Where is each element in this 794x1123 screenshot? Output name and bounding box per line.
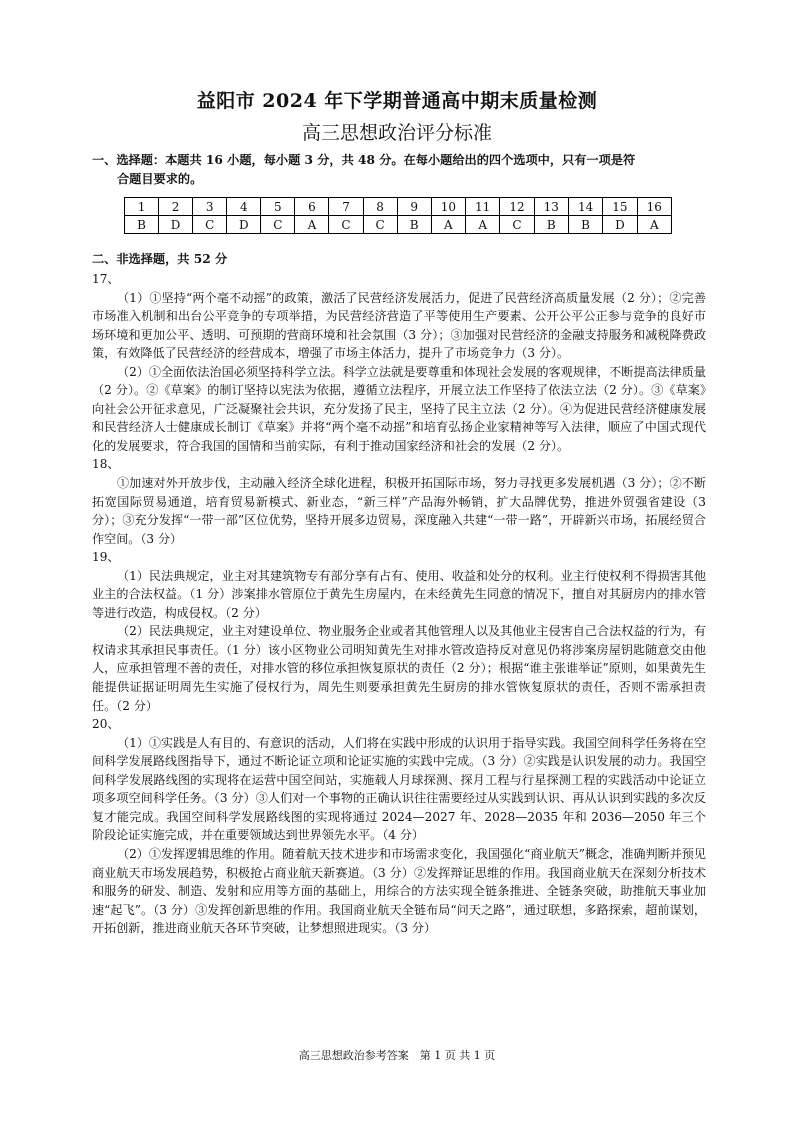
answer-cell: D <box>159 216 193 234</box>
question-number-cell: 10 <box>431 198 465 216</box>
section2-heading: 二、非选择题，共 52 分 <box>92 252 228 266</box>
q19-part2: （2）民法典规定，业主对建设单位、物业服务企业或者其他管理人以及其他业主侵害自己合法权益的行为，有权请求其承担民事责任。（1 分）该小区物业公司明知黄先生对排水管改造持反对意见仍将涉案房屋钥匙随意交由他人，应承担管理不善的责任，对排水管的移位承担恢复原状的责任（2 分）；根据“谁主张谁举证”原则，如果黄先生能提供证据证明周先生实施了侵权行为，周先生则要承担黄先生厨房的排水管恢复原状的责任，否则不需承担责任。（2 分） <box>92 624 706 713</box>
question-number-cell: 14 <box>568 198 602 216</box>
question-number-cell: 11 <box>466 198 500 216</box>
answer-table-number-row <box>125 198 672 216</box>
answer-cell: A <box>637 216 671 234</box>
answer-cell: D <box>603 216 637 234</box>
answer-cell: C <box>261 216 295 234</box>
question-number-cell: 15 <box>603 198 637 216</box>
answer-table-answer-row <box>125 216 672 234</box>
answer-table <box>124 197 672 234</box>
answer-cell: B <box>125 216 159 234</box>
question-number-cell: 16 <box>637 198 671 216</box>
answer-cell: A <box>466 216 500 234</box>
q19-part1: （1）民法典规定，业主对其建筑物专有部分享有占有、使用、收益和处分的权利。业主行使权利不得损害其他业主的合法权益。（1 分）涉案排水管原位于黄先生房屋内，在未经黄先生同意的情况下，擅自对其厨房内的排水管等进行改造，构成侵权。（2 分） <box>92 568 706 620</box>
q20-label: 20、 <box>92 717 120 732</box>
section1-heading-line1: 一、选择题：本题共 16 小题，每小题 3 分，共 48 分。在每小题给出的四个选项中，只有一项是符 <box>92 153 636 167</box>
question-number-cell: 4 <box>227 198 261 216</box>
page-footer: 高三思想政治参考答案 第 1 页 共 1 页 <box>298 1049 496 1062</box>
section1-heading <box>92 151 712 188</box>
answer-cell: C <box>363 216 397 234</box>
answer-cell: A <box>295 216 329 234</box>
answer-cell: C <box>193 216 227 234</box>
answer-cell: C <box>329 216 363 234</box>
question-number-cell: 13 <box>534 198 568 216</box>
q17-label: 17、 <box>92 272 120 286</box>
question-number-cell: 5 <box>261 198 295 216</box>
question-number-cell: 2 <box>159 198 193 216</box>
question-number-cell: 7 <box>329 198 363 216</box>
answer-cell: B <box>534 216 568 234</box>
question-number-cell: 3 <box>193 198 227 216</box>
answer-cell: A <box>431 216 465 234</box>
question-number-cell: 12 <box>500 198 534 216</box>
document-title: 益阳市 2024 年下学期普通高中期末质量检测 <box>196 90 598 112</box>
q20-part1: （1）①实践是人有目的、有意识的活动，人们将在实践中形成的认识用于指导实践。我国空间科学任务将在空间科学发展路线图指导下，通过不断论证立项和论证实施的实践中完成。（3 分）②实践是认识发展的动力。我国空间科学发展路线图的实现将在运营中国空间站，实施载人月球探测、探月工程与行星探测工程的实践活动中论证立项多项空间科学任务。（3 分）③人们对一个事物的正确认识往往需要经过从实践到认识、再从认识到实践的多次反复才能完成。我国空间科学发展路线图的实现将通过 2024—2027 年、2028—2035 年和 2036—2050 年三个阶段论证实施完成，并在重要领域达到世界领先水平。（4 分） <box>92 735 706 843</box>
q18-part1: ①加速对外开放步伐，主动融入经济全球化进程，积极开拓国际市场，努力寻找更多发展机遇（3 分）；②不断拓宽国际贸易通道，培育贸易新模式、新业态，“新三样”产品海外畅销，扩大品牌优势，推进外贸强省建设（3 分）；③充分发挥“一带一部”区位优势，坚持开展多边贸易，深度融入共建“一带一路”，开辟新兴市场，拓展经贸合作空间。（3 分） <box>92 476 706 546</box>
question-number-cell: 1 <box>125 198 159 216</box>
q17-part1: （1）①坚持“两个毫不动摇”的政策，激活了民营经济发展活力，促进了民营经济高质量发展（2 分）；②完善市场准入机制和出台公平竞争的专项举措，为民营经济营造了平等使用生产要素、公开公平公正参与竞争的良好市场环境和更加公平、透明、可预期的营商环境和社会氛围（3 分）；③加强对民营经济的金融支持服务和减税降费政策，有效降低了民营经济的经营成本，增强了市场主体活力，提升了市场竞争力（3 分）。 <box>92 290 706 361</box>
answer-cell: C <box>500 216 534 234</box>
answer-body <box>92 270 706 938</box>
answer-cell: D <box>227 216 261 234</box>
q20-part2: （2）①发挥逻辑思维的作用。随着航天技术进步和市场需求变化，我国强化“商业航天”概念，准确判断并预见商业航天市场发展趋势，积极抢占商业航天新赛道。（3 分）②发挥辩证思维的作用。我国商业航天在深刻分析技术和服务的研发、制造、发射和应用等方面的基础上，用综合的方法实现全链条推进、全链条突破，助推航天事业加速“起飞”。（3 分）③发挥创新思维的作用。我国商业航天全链布局“问天之路”，通过联想，多路探索，超前谋划，开拓创新，推进商业航天各环节突破，让梦想照进现实。（3 分） <box>92 846 706 936</box>
question-number-cell: 9 <box>397 198 431 216</box>
section1-heading-line2: 合题目要求的。 <box>117 171 203 186</box>
question-number-cell: 8 <box>363 198 397 216</box>
q18-label: 18、 <box>92 457 120 472</box>
answer-cell: B <box>397 216 431 234</box>
question-number-cell: 6 <box>295 198 329 216</box>
document-subtitle: 高三思想政治评分标准 <box>301 122 492 144</box>
answer-cell: B <box>568 216 602 234</box>
q17-part2: （2）①全面依法治国必须坚持科学立法。科学立法就是要尊重和体现社会发展的客观规律，不断提高法律质量（2 分）。②《草案》的制订坚持以宪法为依据，遵循立法程序，开展立法工作坚持了依法立法（2 分）。③《草案》向社会公开征求意见，广泛凝聚社会共识，充分发扬了民主，坚持了民主立法（2 分）。④为促进民营经济健康发展和民营经济人士健康成长制订《草案》并将“两个毫不动摇”和培育弘扬企业家精神等写入法律，顺应了中国式现代化的发展要求，符合我国的国情和当前实际，有利于推动国家经济和社会的发展（2 分）。 <box>92 364 706 453</box>
q19-label: 19、 <box>92 550 120 565</box>
